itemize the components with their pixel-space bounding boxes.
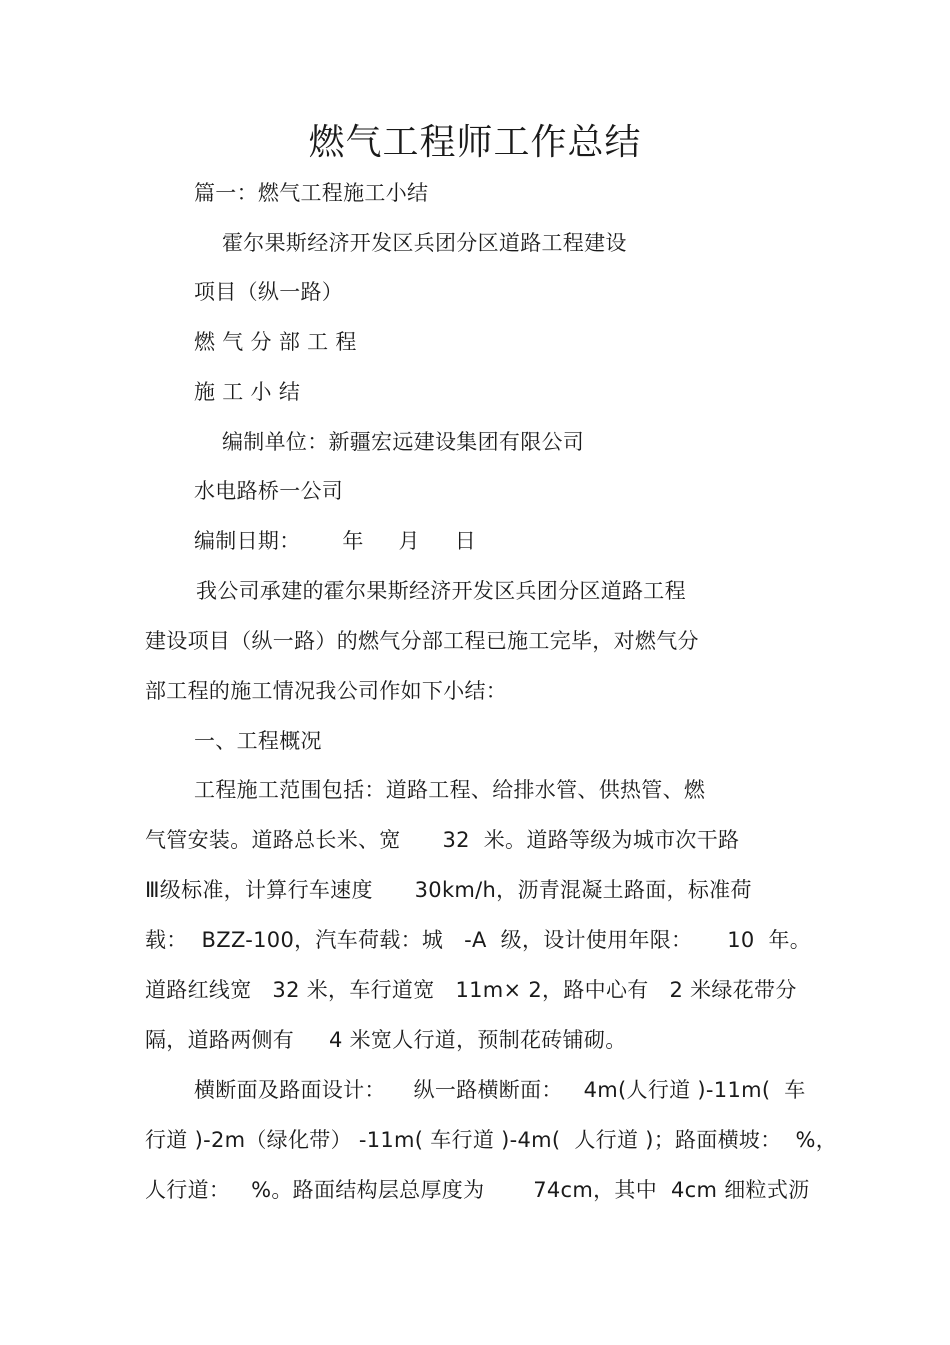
intro-line3: 部工程的施工情况我公司作如下小结： (145, 679, 508, 703)
overview-line1: 工程施工范围包括：道路工程、给排水管、供热管、燃 (194, 778, 706, 802)
part-heading: 篇一：燃气工程施工小结 (194, 181, 429, 205)
intro-line2: 建设项目（纵一路）的燃气分部工程已施工完毕，对燃气分 (145, 629, 699, 653)
cross-section-line1: 横断面及路面设计： 纵一路横断面： 4m(人行道 )-11m( 车 (194, 1078, 806, 1102)
overview-line5: 道路红线宽 32 米，车行道宽 11m× 2，路中心有 2 米绿花带分 (145, 978, 797, 1002)
overview-line3: Ⅲ级标准，计算行车速度 30km/h，沥青混凝土路面，标准荷 (145, 878, 752, 902)
compiler-line1: 编制单位：新疆宏远建设集团有限公司 (222, 430, 585, 454)
date-line: 编制日期： 年 月 日 (194, 529, 477, 553)
project-name-line2: 项目（纵一路） (194, 280, 344, 304)
section-name: 燃 气 分 部 工 程 (194, 330, 357, 354)
cross-section-line2: 行道 )-2m（绿化带） -11m( 车行道 )-4m( 人行道 )；路面横坡： %， (145, 1128, 838, 1152)
compiler-line2: 水电路桥一公司 (194, 479, 344, 503)
overview-line4: 载： BZZ-100，汽车荷载：城 -A 级，设计使用年限： 10 年。 (145, 928, 812, 952)
project-name-line1: 霍尔果斯经济开发区兵团分区道路工程建设 (222, 231, 627, 255)
overview-line2: 气管安装。道路总长米、宽 32 米。道路等级为城市次干路 (145, 828, 740, 852)
overview-line6: 隔，道路两侧有 4 米宽人行道，预制花砖铺砌。 (145, 1028, 627, 1052)
intro-line1: 我公司承建的霍尔果斯经济开发区兵团分区道路工程 (196, 579, 686, 603)
section-heading: 一、工程概况 (194, 729, 322, 753)
cross-section-line3: 人行道： %。路面结构层总厚度为 74cm，其中 4cm 细粒式沥 (145, 1178, 810, 1202)
report-type: 施 工 小 结 (194, 380, 301, 404)
document-title: 燃气工程师工作总结 (308, 122, 642, 163)
